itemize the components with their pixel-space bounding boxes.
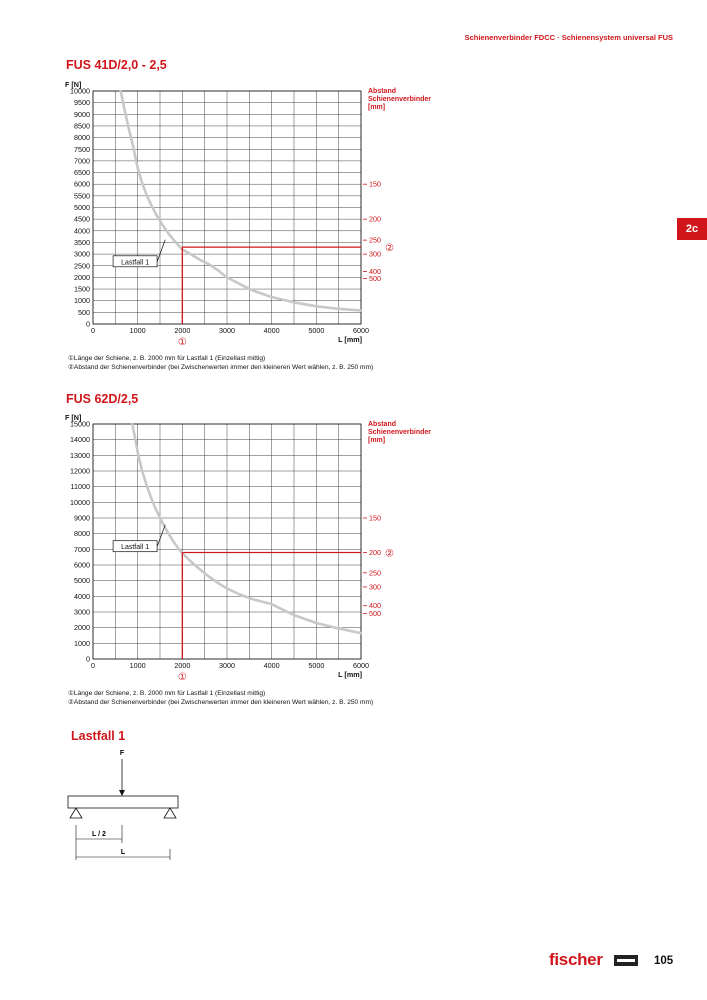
- x-tick-label: 3000: [219, 661, 235, 670]
- lastfall-diagram: [60, 745, 200, 870]
- right-axis-tick-label: 500: [369, 609, 381, 619]
- x-tick-label: 1000: [129, 661, 146, 670]
- marker-distance: ②: [385, 243, 394, 255]
- header-title: Schienenverbinder FDCC · Schienensystem universal FUS: [464, 33, 673, 42]
- y-tick-label: 0: [86, 319, 90, 329]
- beam: [68, 796, 178, 808]
- y-tick-label: 11000: [70, 482, 90, 492]
- note-marker-2: ②: [68, 364, 74, 371]
- note-marker-1: ①: [68, 355, 74, 362]
- chart-2-notes: [68, 689, 373, 707]
- y-tick-label: 6000: [74, 179, 90, 189]
- y-tick-label: 7000: [74, 544, 90, 554]
- y-tick-label: 5000: [74, 576, 90, 586]
- x-tick-label: 1000: [129, 326, 146, 335]
- annotation-label: Lastfall 1: [121, 259, 150, 267]
- y-tick-label: 7000: [74, 156, 90, 166]
- note-marker-1: ①: [68, 690, 74, 697]
- page-number: 105: [654, 955, 674, 967]
- right-axis-tick-label: 400: [369, 601, 381, 611]
- note-1: ①Länge der Schiene, z. B. 2000 mm für Lastfall 1 (Einzellast mittig): [68, 690, 266, 697]
- y-tick-label: 500: [78, 307, 90, 317]
- y-tick-label: 4000: [74, 591, 90, 601]
- right-axis-tick-label: 300: [369, 582, 381, 592]
- x-tick-label: 2000: [174, 326, 191, 335]
- y-tick-label: 1500: [74, 284, 90, 294]
- y-tick-label: 3000: [74, 607, 90, 617]
- note-2: ②Abstand der Schienenverbinder (bei Zwischenwerten immer den kleineren Wert wählen, z. B. 250 mm): [68, 364, 374, 371]
- chart-fus-41d: [60, 78, 460, 350]
- right-axis-tick-label: 250: [369, 235, 381, 245]
- note-marker-2: ②: [68, 699, 74, 706]
- marker-length: ①: [177, 672, 187, 683]
- y-tick-label: 14000: [70, 435, 90, 445]
- y-tick-label: 2000: [74, 272, 90, 282]
- right-axis-tick-label: 150: [369, 513, 381, 523]
- left-support: [70, 808, 82, 818]
- fischer-logo: fischer: [549, 950, 603, 969]
- y-tick-label: 0: [86, 654, 90, 664]
- right-axis-label: Abstand Schienenverbinder [mm]: [368, 88, 432, 111]
- force-label: F: [119, 750, 125, 757]
- right-axis-tick-label: 400: [369, 267, 381, 277]
- y-tick-label: 9000: [74, 109, 90, 119]
- right-axis-tick-label: 200: [369, 547, 381, 557]
- right-axis-tick-label: 250: [369, 568, 381, 578]
- y-tick-label: 4500: [74, 214, 90, 224]
- force-arrow-head: [119, 790, 125, 796]
- annotation-label: Lastfall 1: [121, 544, 150, 552]
- x-tick-label: 2000: [174, 661, 191, 670]
- annotation-leader: [157, 525, 165, 547]
- y-tick-label: 3500: [74, 237, 90, 247]
- y-tick-label: 6500: [74, 168, 90, 178]
- x-tick-label: 5000: [308, 326, 325, 335]
- y-tick-label: 5000: [74, 203, 90, 212]
- y-axis-label: F [N]: [65, 413, 82, 422]
- y-tick-label: 1000: [74, 296, 90, 306]
- chart-2-title: FUS 62D/2,5: [66, 392, 139, 406]
- y-tick-label: 13000: [70, 450, 90, 460]
- y-tick-label: 7500: [74, 144, 90, 154]
- y-tick-label: 15000: [70, 419, 90, 429]
- chapter-tab[interactable]: 2c: [677, 218, 707, 240]
- y-tick-label: 2500: [74, 261, 90, 271]
- y-tick-label: 8500: [74, 121, 90, 131]
- y-tick-label: 1000: [74, 638, 90, 648]
- y-tick-label: 3000: [74, 249, 90, 259]
- right-axis-tick-label: 500: [369, 274, 381, 284]
- y-tick-label: 6000: [74, 560, 90, 570]
- note-2: ②Abstand der Schienenverbinder (bei Zwischenwerten immer den kleineren Wert wählen, z. B. 250 mm): [68, 699, 374, 706]
- span-label: L: [120, 849, 126, 856]
- note-1: ①Länge der Schiene, z. B. 2000 mm für Lastfall 1 (Einzellast mittig): [68, 355, 266, 362]
- marker-length: ①: [177, 337, 187, 348]
- right-axis-tick-label: 300: [369, 249, 381, 259]
- x-tick-label: 0: [91, 326, 95, 335]
- y-tick-label: 5500: [74, 191, 90, 201]
- x-tick-label: 6000: [353, 661, 369, 670]
- marker-distance: ②: [385, 548, 394, 560]
- x-tick-label: 4000: [263, 661, 280, 670]
- right-axis-tick-label: 150: [369, 179, 381, 189]
- x-axis-label: L [mm]: [338, 335, 362, 344]
- right-axis-label: Abstand Schienenverbinder [mm]: [368, 421, 432, 444]
- x-tick-label: 5000: [308, 661, 325, 670]
- y-tick-label: 9000: [74, 513, 90, 523]
- y-tick-label: 9500: [74, 98, 90, 108]
- x-tick-label: 3000: [219, 326, 235, 335]
- chart-1-notes: [68, 354, 373, 372]
- x-tick-label: 4000: [263, 326, 280, 335]
- chart-1-title: FUS 41D/2,0 - 2,5: [66, 58, 167, 72]
- y-tick-label: 10000: [70, 497, 90, 507]
- x-tick-label: 0: [91, 661, 95, 670]
- half-span-label: L / 2: [92, 831, 106, 838]
- y-axis-label: F [N]: [65, 80, 82, 89]
- logo-badge-icon: [614, 955, 638, 966]
- x-axis-label: L [mm]: [338, 670, 362, 679]
- x-tick-label: 6000: [353, 326, 369, 335]
- chart-fus-62d: [60, 410, 460, 685]
- y-tick-label: 12000: [70, 466, 90, 476]
- y-tick-label: 10000: [70, 86, 90, 96]
- y-tick-label: 4000: [74, 226, 90, 236]
- right-axis-tick-label: 200: [369, 214, 381, 224]
- y-tick-label: 8000: [74, 529, 90, 539]
- annotation-leader: [157, 240, 165, 262]
- lastfall-title: Lastfall 1: [71, 729, 126, 743]
- right-support: [164, 808, 176, 818]
- y-tick-label: 8000: [74, 133, 90, 143]
- y-tick-label: 2000: [74, 623, 90, 633]
